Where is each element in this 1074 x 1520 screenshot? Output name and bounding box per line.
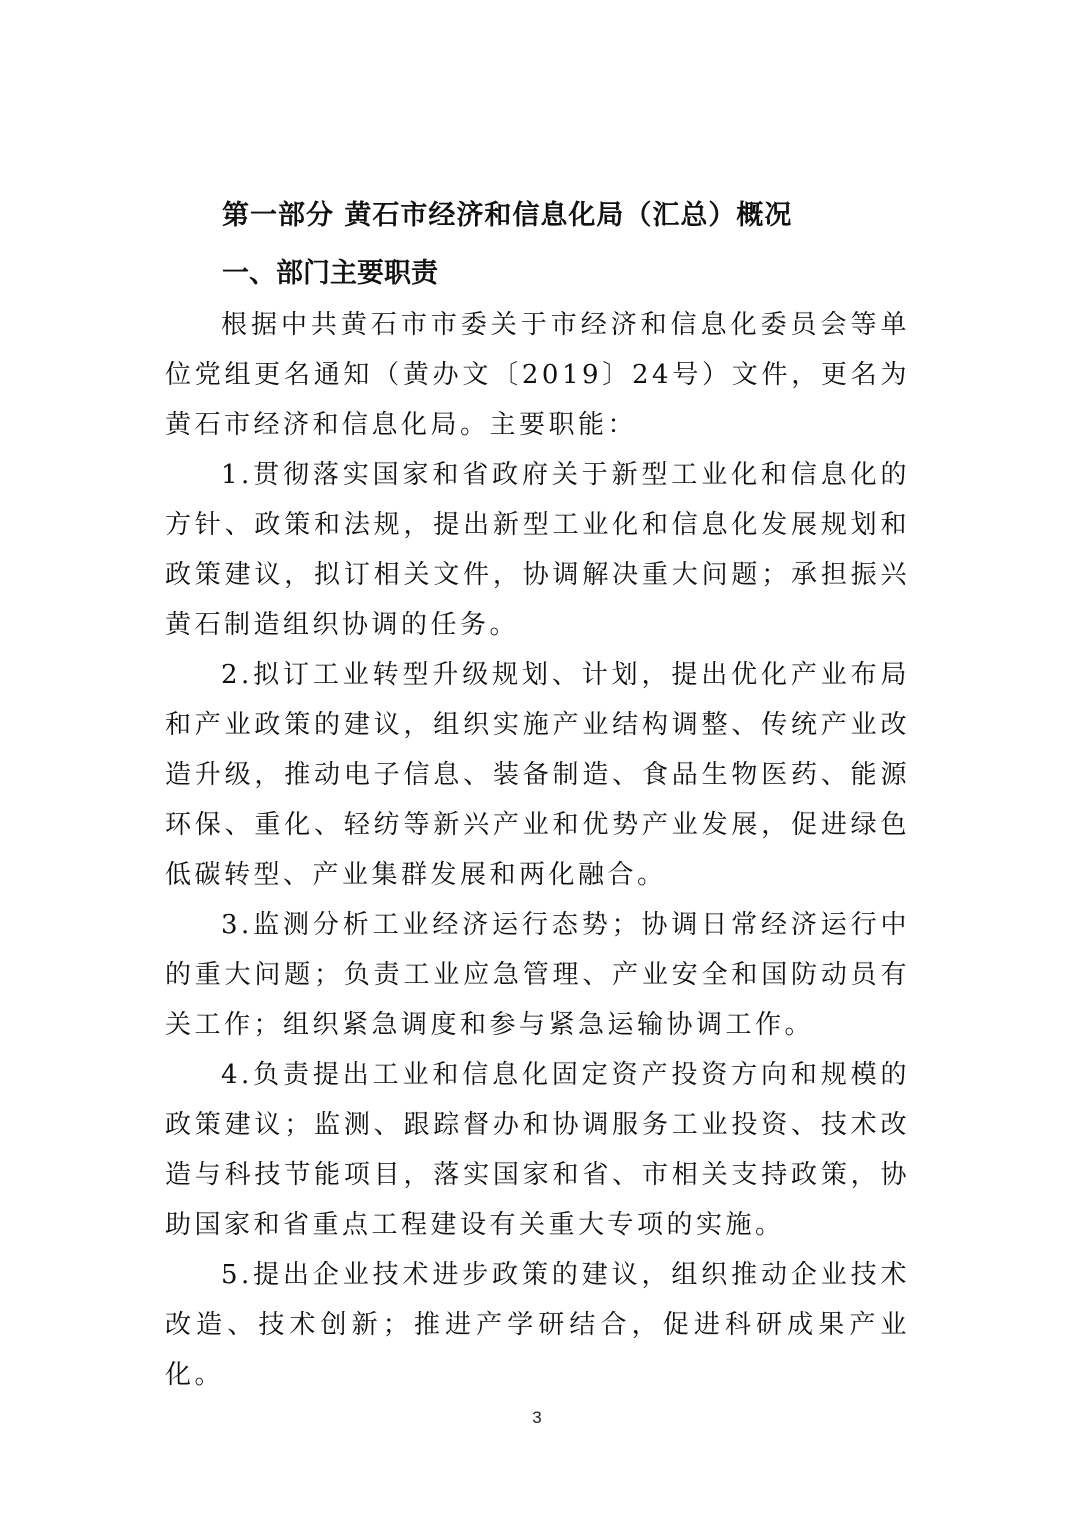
paragraph-duty-3: 3.监测分析工业经济运行态势；协调日常经济运行中的重大问题；负责工业应急管理、产业安全和国防动员有关工作；组织紧急调度和参与紧急运输协调工作。 [165, 910, 910, 1040]
section-heading: 一、部门主要职责 [222, 258, 438, 289]
document-title: 第一部分 黄石市经济和信息化局（汇总）概况 [222, 200, 793, 231]
paragraph-duty-2: 2.拟订工业转型升级规划、计划，提出优化产业布局和产业政策的建议，组织实施产业结构调整、传统产业改造升级，推动电子信息、装备制造、食品生物医药、能源环保、重化、轻纺等新兴产业和优势产业发展，促进绿色低碳转型、产业集群发展和两化融合。 [165, 660, 910, 890]
paragraph-intro: 根据中共黄石市市委关于市经济和信息化委员会等单位党组更名通知（黄办文〔2019〕24号）文件，更名为黄石市经济和信息化局。主要职能： [165, 310, 910, 440]
paragraph-duty-1: 1.贯彻落实国家和省政府关于新型工业化和信息化的方针、政策和法规，提出新型工业化和信息化发展规划和政策建议，拟订相关文件，协调解决重大问题；承担振兴黄石制造组织协调的任务。 [165, 460, 910, 640]
paragraph-duty-4: 4.负责提出工业和信息化固定资产投资方向和规模的政策建议；监测、跟踪督办和协调服务工业投资、技术改造与科技节能项目，落实国家和省、市相关支持政策，协助国家和省重点工程建设有关重大专项的实施。 [165, 1060, 910, 1240]
paragraph-duty-5: 5.提出企业技术进步政策的建议，组织推动企业技术改造、技术创新；推进产学研结合，促进科研成果产业化。 [165, 1260, 910, 1390]
page-content [165, 190, 910, 1400]
page-number: 3 [532, 1408, 542, 1427]
